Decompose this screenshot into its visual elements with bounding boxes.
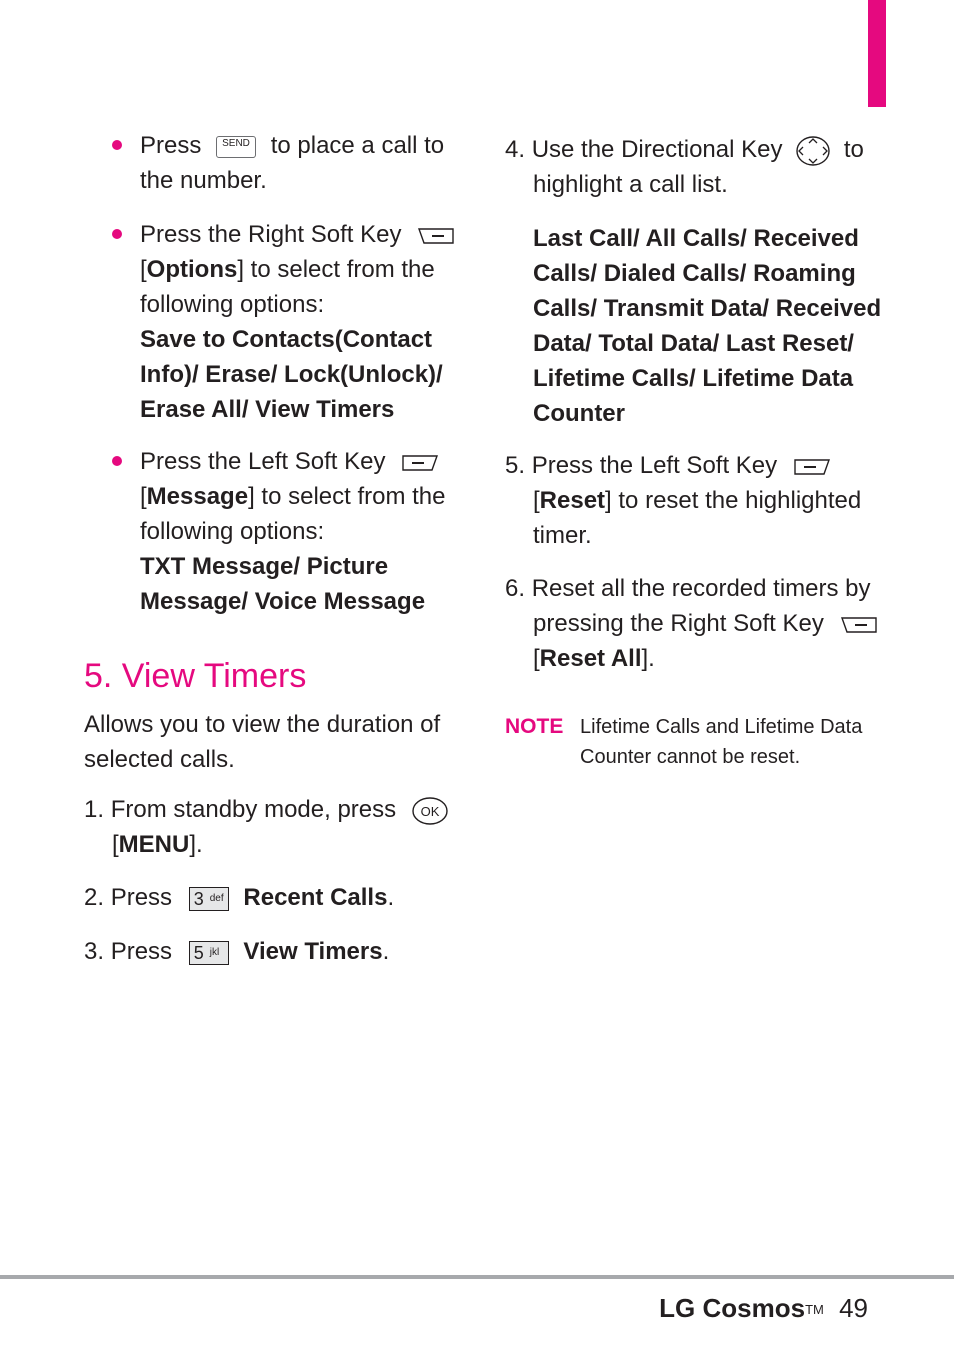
view-timers-label: View Timers	[243, 938, 383, 965]
directional-key-icon	[795, 135, 831, 167]
step-1: 1. From standby mode, press OK [MENU].	[84, 792, 464, 862]
bullet-dot	[112, 229, 122, 239]
trademark: TM	[805, 1302, 824, 1317]
note-label: NOTE	[505, 715, 564, 738]
intro-text: Allows you to view the duration of selected calls.	[84, 711, 441, 773]
key-3-icon: 3 def	[189, 887, 229, 911]
step-4: 4. Use the Directional Key to highlight a call list.	[505, 136, 864, 198]
note-text: Lifetime Calls and Lifetime Data Counter cannot be reset.	[580, 716, 863, 768]
page-footer	[659, 1290, 868, 1326]
footer-rule	[0, 1275, 954, 1279]
menu-label: MENU	[118, 831, 190, 858]
reset-all-label: Reset All	[539, 645, 642, 672]
section-tab	[868, 0, 886, 107]
step-3: 3. Press 5 jkl View Timers.	[84, 938, 390, 965]
bullet-right-soft-key: Press the Right Soft Key [Options] to select from the following options: Save to Contacts(Contact Info)/ Erase/ Lock(Unlock)/ Erase All/ View Timers	[140, 217, 460, 427]
step-2: 2. Press 3 def Recent Calls.	[84, 884, 395, 911]
brand-name: LG Cosmos	[659, 1293, 806, 1323]
page-number: 49	[839, 1293, 868, 1323]
bullet-send: Press SEND to place a call to the number.	[140, 132, 445, 194]
recent-calls-label: Recent Calls	[243, 884, 388, 911]
reset-label: Reset	[539, 487, 606, 514]
svg-text:OK: OK	[420, 803, 440, 819]
step-5: 5. Press the Left Soft Key [Reset] to reset the highlighted timer.	[505, 452, 862, 549]
right-soft-key-icon	[841, 616, 877, 634]
options-label: Options	[146, 256, 238, 283]
right-soft-key-icon	[418, 227, 454, 245]
call-list-options: Last Call/ All Calls/ Received Calls/ Dialed Calls/ Roaming Calls/ Transmit Data/ Received Data/ Total Data/ Last Reset/ Lifetime Calls/ Lifetime Data Counter	[533, 225, 882, 427]
left-soft-key-icon	[794, 458, 830, 476]
section-heading: 5. View Timers	[84, 657, 307, 695]
bullet-dot	[112, 456, 122, 466]
left-soft-key-icon	[402, 454, 438, 472]
step-6: 6. Reset all the recorded timers by pressing the Right Soft Key [Reset All].	[505, 571, 885, 676]
send-key-icon: SEND	[216, 136, 256, 158]
bullet-dot	[112, 140, 122, 150]
ok-key-icon	[411, 796, 449, 826]
bullet-left-soft-key: Press the Left Soft Key [Message] to select from the following options: TXT Message/ Picture Message/ Voice Message	[140, 448, 446, 615]
key-5-icon: 5 jkl	[189, 941, 229, 965]
message-label: Message	[146, 483, 249, 510]
